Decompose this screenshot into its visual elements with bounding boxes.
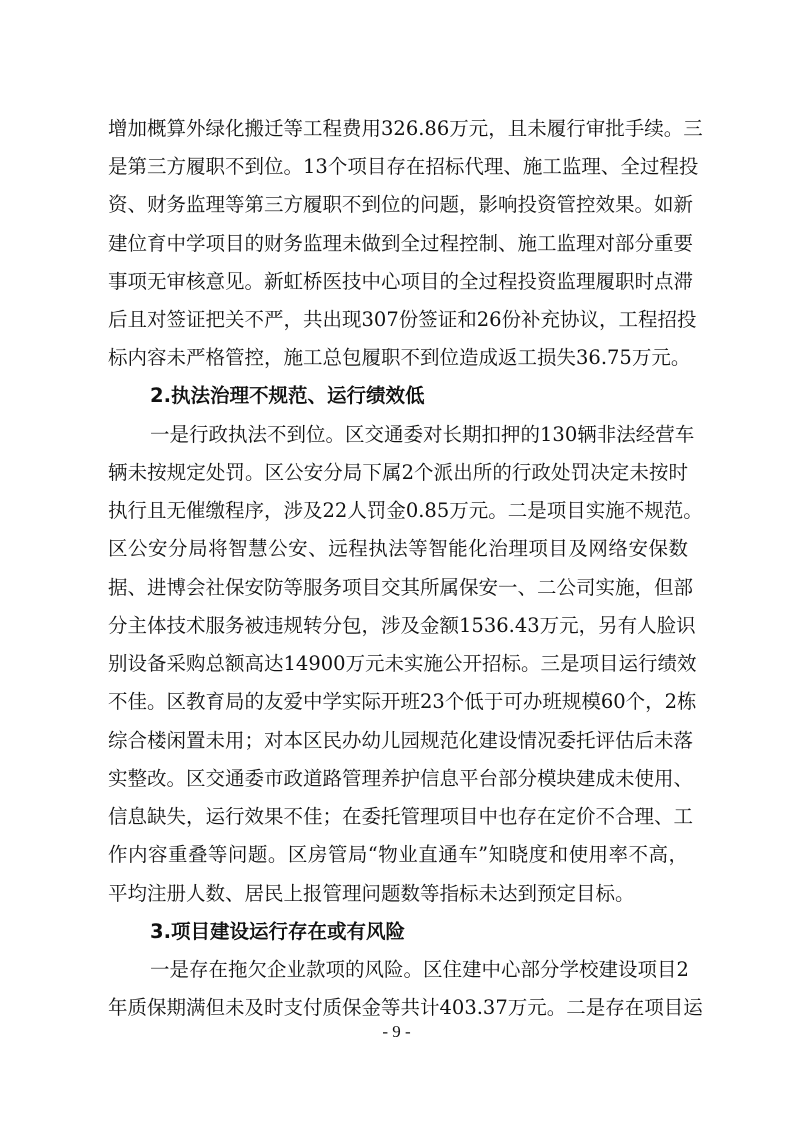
text-line: 据、进博会社保安防等服务项目交其所属保安一、二公司实施，但部 <box>108 576 694 599</box>
text-line: 事项无审核意见。新虹桥医技中心项目的全过程投资监理履职时点滞 <box>108 270 694 293</box>
text-line: 分主体技术服务被违规转分包，涉及金额1536.43万元，另有人脸识 <box>108 614 696 637</box>
text-line: 年质保期满但未及时支付质保金等共计403.37万元。二是存在项目运 <box>108 996 703 1019</box>
text-line: 是第三方履职不到位。13个项目存在招标代理、施工监理、全过程投 <box>108 155 699 178</box>
text-line: 实整改。区交通委市政道路管理养护信息平台部分模块建成未使用、 <box>108 767 694 790</box>
section-heading: 2.执法治理不规范、运行绩效低 <box>150 384 425 407</box>
text-line: 一是行政执法不到位。区交通委对长期扣押的130辆非法经营车 <box>150 423 695 446</box>
section-heading: 3.项目建设运行存在或有风险 <box>150 920 405 943</box>
page-number: - 9 - <box>382 1022 411 1041</box>
text-line: 一是存在拖欠企业款项的风险。区住建中心部分学校建设项目2 <box>150 958 689 981</box>
text-line: 执行且无催缴程序，涉及22人罚金0.85万元。二是项目实施不规范。 <box>108 499 703 522</box>
text-line: 标内容未严格管控，施工总包履职不到位造成返工损失36.75万元。 <box>108 346 691 369</box>
text-line: 别设备采购总额高达14900万元未实施公开招标。三是项目运行绩效 <box>108 652 697 675</box>
text-line: 不佳。区教育局的友爱中学实际开班23个低于可办班规模60个，2栋 <box>108 690 697 713</box>
text-line: 增加概算外绿化搬迁等工程费用326.86万元，且未履行审批手续。三 <box>108 117 703 140</box>
text-line: 平均注册人数、居民上报管理问题数等指标未达到预定目标。 <box>108 882 635 905</box>
text-line: 信息缺失，运行效果不佳；在委托管理项目中也存在定价不合理、工 <box>108 805 694 828</box>
text-line: 作内容重叠等问题。区房管局“物业直通车”知晓度和使用率不高， <box>108 843 688 866</box>
text-line: 综合楼闲置未用；对本区民办幼儿园规范化建设情况委托评估后未落 <box>108 729 694 752</box>
text-line: 资、财务监理等第三方履职不到位的问题，影响投资管控效果。如新 <box>108 193 694 216</box>
text-line: 辆未按规定处罚。区公安分局下属2个派出所的行政处罚决定未按时 <box>108 461 688 484</box>
text-line: 建位育中学项目的财务监理未做到全过程控制、施工监理对部分重要 <box>108 232 694 255</box>
text-line: 区公安分局将智慧公安、远程执法等智能化治理项目及网络安保数 <box>108 537 688 560</box>
text-line: 后且对签证把关不严，共出现307份签证和26份补充协议，工程招投 <box>108 308 697 331</box>
